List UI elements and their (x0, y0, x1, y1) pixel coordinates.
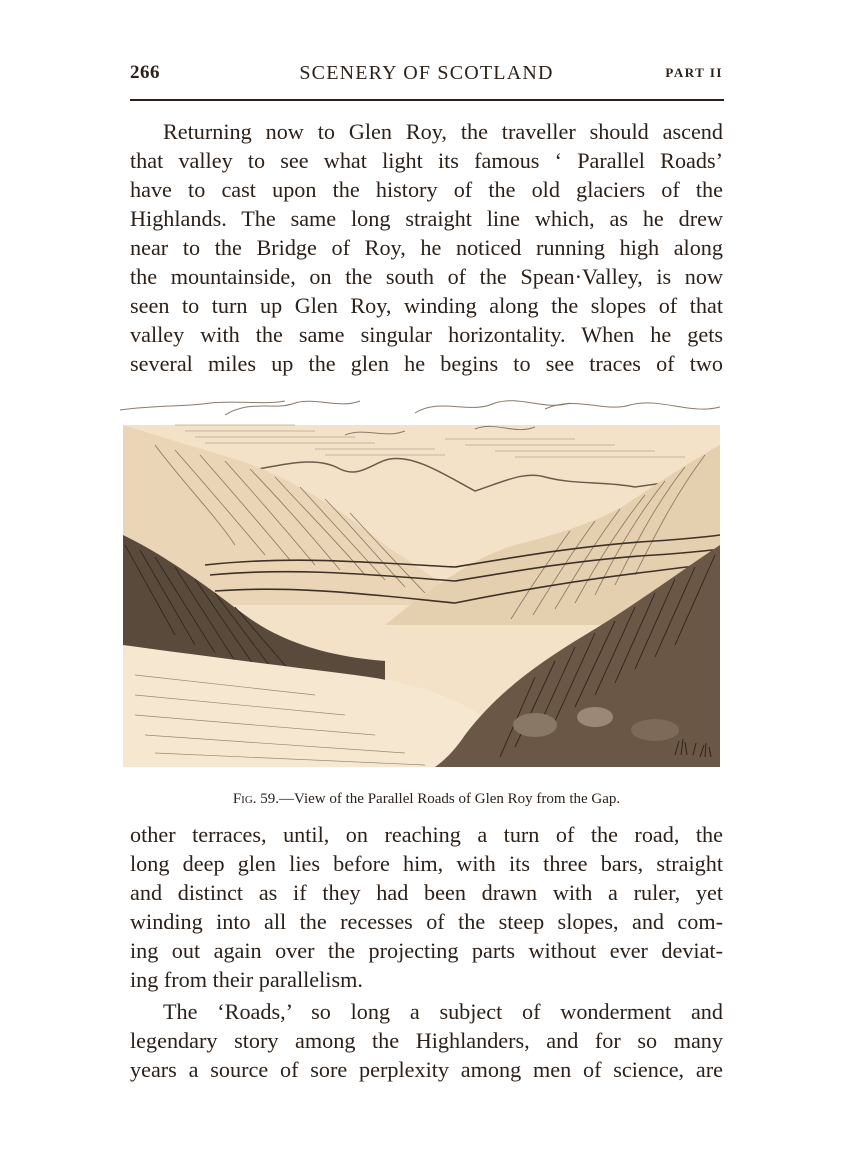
text-line: have to cast upon the history of the old glaciers of the (130, 177, 723, 202)
text-line: near to the Bridge of Roy, he noticed running high along (130, 235, 723, 260)
running-head (130, 62, 723, 88)
caption-text: —View of the Parallel Roads of Glen Roy from the Gap. (279, 791, 621, 807)
part-label: PART II (665, 65, 723, 80)
text-line: ing out again over the projecting parts without ever deviat- (130, 938, 723, 963)
book-title: SCENERY OF SCOTLAND (299, 62, 554, 84)
figure-caption (130, 788, 723, 810)
text-line: Returning now to Glen Roy, the traveller should ascend (163, 119, 723, 144)
header-rule (130, 99, 724, 101)
text-line: legendary story among the Highlanders, and for so many (130, 1028, 723, 1053)
text-line: Highlands. The same long straight line which, as he drew (130, 206, 723, 231)
text-line: years a source of sore perplexity among men of science, are (130, 1057, 723, 1082)
text-line: and distinct as if they had been drawn with a ruler, yet (130, 880, 723, 905)
figure-label: Fig. 59. (232, 791, 280, 807)
text-line: several miles up the glen he begins to see traces of two (130, 351, 723, 376)
text-line: the mountainside, on the south of the Spean·Valley, is now (130, 264, 723, 289)
text-line: seen to turn up Glen Roy, winding along the slopes of that (130, 293, 723, 318)
text-line: winding into all the recesses of the steep slopes, and com- (130, 909, 723, 934)
text-line: ing from their parallelism. (130, 967, 363, 992)
text-line: that valley to see what light its famous ‘ Parallel Roads’ (130, 148, 723, 173)
text-line: The ‘Roads,’ so long a subject of wonderment and (163, 999, 723, 1024)
text-line: valley with the same singular horizontality. When he gets (130, 322, 723, 347)
text-line: long deep glen lies before him, with its three bars, straight (130, 851, 723, 876)
glen-roy-illustration (115, 395, 727, 780)
page-number: 266 (130, 62, 160, 83)
text-line: other terraces, until, on reaching a turn of the road, the (130, 822, 723, 847)
